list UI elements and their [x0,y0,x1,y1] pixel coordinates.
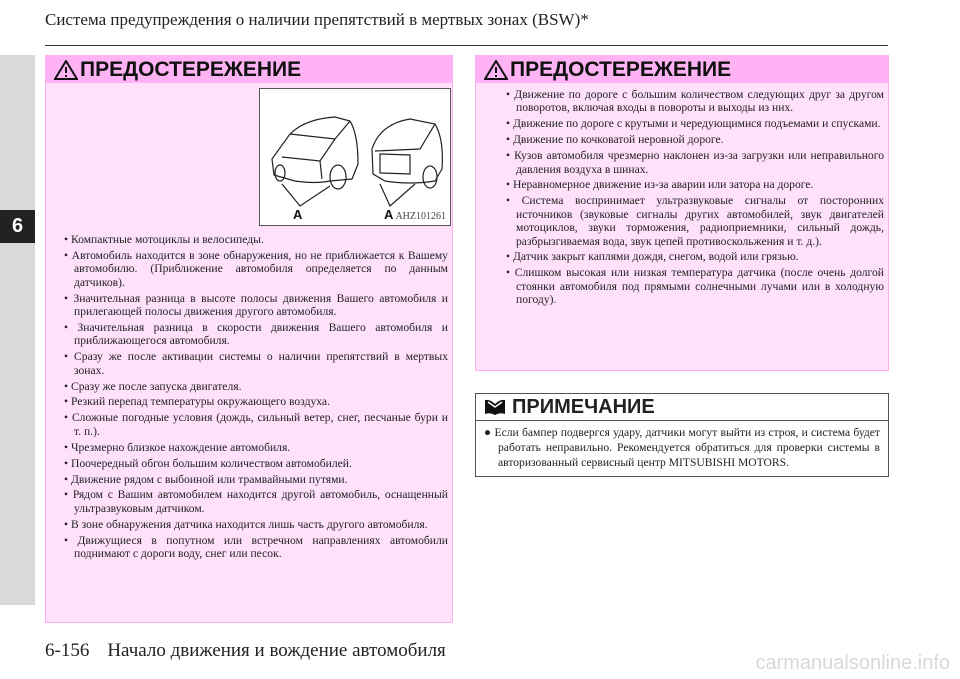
figure-label-a: A [293,207,303,222]
page-footer [45,640,464,662]
right-warning-list [506,88,884,307]
right-warning-box [475,55,889,371]
list-item: • Поочередный обгон большим количеством автомобилей. [64,457,448,470]
chapter-sidebar [0,55,35,605]
warning-header [476,56,888,83]
page-number: 6-156 [45,640,90,661]
list-item: • Движение рядом с выбоиной или трамвайными путями. [64,473,448,486]
list-item: • Движение по кочковатой неровной дороге. [506,133,884,146]
warning-title: ПРЕДОСТЕРЕЖЕНИЕ [80,58,302,81]
left-warning-box [45,55,453,623]
open-book-icon [484,398,506,416]
list-item: • Рядом с Вашим автомобилем находится другой автомобиль, оснащенный ультразвуковым датчиком. [64,488,448,515]
list-item: • Движение по дороге с крутыми и чередующимися подъемами и спусками. [506,117,884,130]
watermark: carmanualsonline.info [755,652,950,674]
list-item: • В зоне обнаружения датчика находится лишь часть другого автомобиля. [64,518,448,531]
list-item: • Значительная разница в высоте полосы движения Вашего автомобиля и прилегающей полосы движения другого автомобиля. [64,292,448,319]
list-item: • Сразу же после запуска двигателя. [64,380,448,393]
page-header: Система предупреждения о наличии препятствий в мертвых зонах (BSW)* [45,10,589,29]
note-body: Если бампер подвергся удару, датчики могут выйти из строя, и система будет работать неправильно. Рекомендуется обратиться для проверки системы в авторизованный сервисный центр MITSUBISHI MOTORS. [494,426,880,469]
list-item: • Чрезмерно близкое нахождение автомобиля. [64,441,448,454]
figure-label-a: A [384,207,394,222]
warning-triangle-icon [484,60,508,80]
list-item: • Датчик закрыт каплями дождя, снегом, водой или грязью. [506,250,884,263]
section-title: Начало движения и вождение автомобиля [107,640,446,661]
right-column [475,55,889,477]
note-title: ПРИМЕЧАНИЕ [512,395,655,418]
list-item: • Автомобиль находится в зоне обнаружения, но не приближается к Вашему автомобилю. (Приближение автомобиля определяется по данным датчиков). [64,249,448,289]
list-item: • Значительная разница в скорости движения Вашего автомобиля и приближающегося автомобиля. [64,321,448,348]
warning-title: ПРЕДОСТЕРЕЖЕНИЕ [510,58,732,81]
figure-code: AHZ101261 [395,211,446,222]
note-text: ● Если бампер подвергся удару, датчики могут выйти из строя, и система будет работать неправильно. Рекомендуется обратиться для проверки системы в авторизованный сервисный центр MITSUBISHI MOTORS. [484,426,880,469]
list-item: • Движущиеся в попутном или встречном направлениях автомобили поднимают с дороги воду, снег или песок. [64,534,448,561]
left-warning-list [64,233,448,560]
list-item: • Система воспринимает ультразвуковые сигналы от посторонних источников (звуковые сигналы других автомобилей, звук двигателей мотоциклов, звуки торможения, радиоприемники, сильный дождь, разбрызгиваемая вода, звук цепей противоскольжения и т. д.). [506,194,884,248]
list-item: • Компактные мотоциклы и велосипеды. [64,233,448,246]
list-item: • Сразу же после активации системы о наличии препятствий в мертвых зонах. [64,350,448,377]
list-item: • Неравномерное движение из-за аварии или затора на дороге. [506,178,884,191]
list-item: • Кузов автомобиля чрезмерно наклонен из-за загрузки или неправильного давления воздуха в шинах. [506,149,884,176]
list-item: • Слишком высокая или низкая температура датчика (после очень долгой стоянки автомобиля под прямыми солнечными лучами или в холодную погоду). [506,266,884,306]
list-item: • Резкий перепад температуры окружающего воздуха. [64,395,448,408]
car-illustration [260,89,450,225]
list-item: • Сложные погодные условия (дождь, сильный ветер, снег, песчаные бури и т. п.). [64,411,448,438]
warning-triangle-icon [54,60,78,80]
chapter-tab: 6 [0,210,35,243]
list-item: • Движение по дороге с большим количеством следующих друг за другом поворотов, включая входы в повороты и выходы из них. [506,88,884,115]
sensor-location-figure [259,88,451,226]
note-header [476,394,888,421]
warning-header [46,56,452,83]
note-box [475,393,889,477]
header-rule [45,45,888,46]
